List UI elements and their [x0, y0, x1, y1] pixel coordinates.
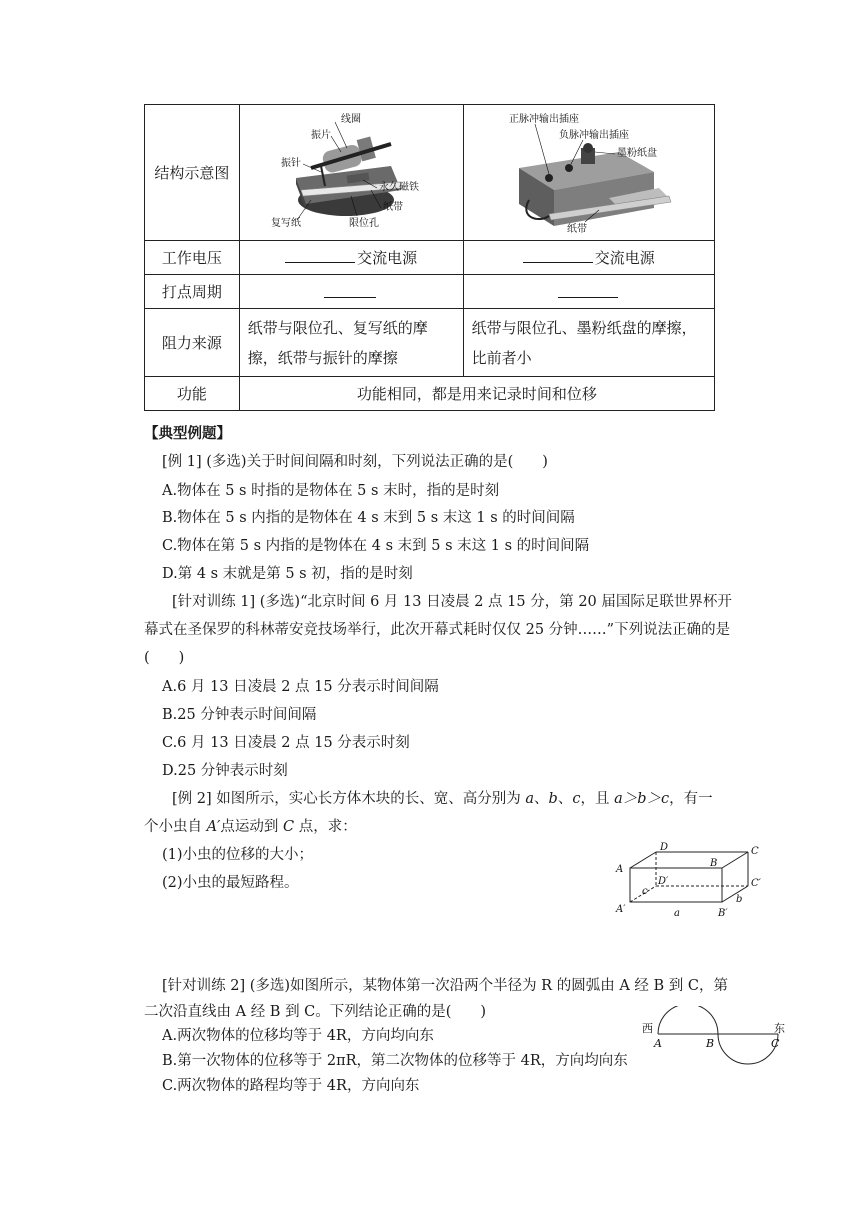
- diagram-label: 负脉冲输出插座: [558, 129, 629, 141]
- example-1-option-a: A.物体在 5 s 时指的是物体在 5 s 末时，指的是时刻: [162, 483, 500, 499]
- table-cell: 纸带与限位孔、墨粉纸盘的摩擦，比前者小: [463, 309, 714, 377]
- example-2-stem-line1: [例 2] 如图所示，实心长方体木块的长、宽、高分别为 a、b、c，且 a＞b＞c，有一: [172, 791, 713, 807]
- drill-2-option-a: A.两次物体的位移均等于 4R，方向均向东: [162, 1028, 434, 1044]
- east-label: 东: [774, 1022, 785, 1035]
- spark-timer-diagram: [489, 108, 689, 238]
- drill-1-stem-line2: 幕式在圣保罗的科林蒂安竞技场举行，此次开幕式耗时仅仅 25 分钟……”下列说法正确的是: [144, 622, 731, 638]
- table-cell: 功能相同，都是用来记录时间和位移: [239, 377, 714, 411]
- electromagnetic-timer-diagram-cell: [239, 105, 463, 241]
- row-label: 结构示意图: [145, 105, 240, 241]
- example-1-stem: [例 1] (多选)关于时间间隔和时刻，下列说法正确的是( ): [162, 454, 548, 470]
- answer-blank[interactable]: [324, 282, 376, 298]
- point-a-label: A: [654, 1037, 662, 1050]
- drill-1-option-b: B.25 分钟表示时间间隔: [162, 707, 317, 723]
- drill-1-stem-line1: [针对训练 1] (多选)“北京时间 6 月 13 日凌晨 2 点 15 分，第 20 届国际足联世界杯开: [172, 594, 732, 610]
- point-b-label: B: [706, 1037, 715, 1050]
- drill-1-option-a: A.6 月 13 日凌晨 2 点 15 分表示时间间隔: [162, 679, 439, 695]
- diagram-label: 限位孔: [349, 217, 380, 229]
- table-cell: [239, 275, 463, 309]
- table-cell: 交流电源: [239, 241, 463, 275]
- row-label: 阻力来源: [145, 309, 240, 377]
- table-row: [145, 377, 715, 411]
- diagram-label: 振片: [311, 129, 332, 141]
- example-2-stem-line2: 个小虫自 A′点运动到 C 点，求：: [144, 819, 357, 835]
- row-label: 工作电压: [145, 241, 240, 275]
- answer-blank[interactable]: [523, 247, 593, 263]
- example-1-option-c: C.物体在第 5 s 内指的是物体在 4 s 末到 5 s 末这 1 s 的时间间隔: [162, 538, 590, 554]
- figure-label: B′: [718, 908, 728, 919]
- table-row: [145, 241, 715, 275]
- spark-timer-diagram-cell: [463, 105, 714, 241]
- figure-label: b: [736, 894, 743, 905]
- diagram-label: 线圈: [341, 113, 362, 125]
- figure-label: B: [710, 858, 718, 869]
- example-1-option-d: D.第 4 s 末就是第 5 s 初，指的是时刻: [162, 566, 413, 582]
- example-1-option-b: B.物体在 5 s 内指的是物体在 4 s 末到 5 s 末这 1 s 的时间间隔: [162, 510, 575, 526]
- figure-label: D: [660, 842, 669, 853]
- diagram-label: 复写纸: [271, 217, 302, 229]
- drill-1-option-c: C.6 月 13 日凌晨 2 点 15 分表示时刻: [162, 735, 410, 751]
- table-row: [145, 105, 715, 241]
- arc-path-figure: [640, 1006, 790, 1076]
- comparison-table: [144, 104, 715, 411]
- diagram-label: 纸带: [566, 223, 587, 235]
- drill-2-option-c: C.两次物体的路程均等于 4R，方向向东: [162, 1078, 420, 1094]
- table-cell: [463, 275, 714, 309]
- figure-label: A′: [616, 904, 626, 915]
- point-c-label: C: [771, 1037, 780, 1050]
- table-row: [145, 309, 715, 377]
- diagram-label: 纸带: [383, 201, 404, 213]
- figure-label: D′: [658, 876, 669, 887]
- figure-label: A: [616, 864, 624, 875]
- diagram-label: 振针: [281, 157, 302, 169]
- table-cell: 交流电源: [463, 241, 714, 275]
- diagram-label: 墨粉纸盘: [616, 147, 657, 159]
- drill-2-option-b: B.第一次物体的位移等于 2πR，第二次物体的位移等于 4R，方向均向东: [162, 1053, 628, 1069]
- diagram-label: 正脉冲输出插座: [508, 113, 579, 125]
- electromagnetic-timer-diagram: [251, 108, 451, 238]
- figure-label: a: [674, 908, 680, 919]
- row-label: 打点周期: [145, 275, 240, 309]
- drill-1-stem-line3: ( ): [144, 650, 185, 666]
- drill-2-stem-line2: 二次沿直线由 A 经 B 到 C。下列结论正确的是( ): [144, 1004, 487, 1020]
- section-title: 【典型例题】: [144, 425, 231, 442]
- table-cell: 纸带与限位孔、复写纸的摩擦，纸带与振针的摩擦: [239, 309, 463, 377]
- figure-label: C′: [751, 878, 761, 889]
- answer-blank[interactable]: [558, 282, 618, 298]
- drill-1-option-d: D.25 分钟表示时刻: [162, 763, 288, 779]
- drill-2-stem-line1: [针对训练 2] (多选)如图所示，某物体第一次沿两个半径为 R 的圆弧由 A 经 B 到 C，第: [162, 978, 728, 994]
- example-2-question-1: (1)小虫的位移的大小；: [162, 847, 314, 863]
- row-label: 功能: [145, 377, 240, 411]
- cuboid-figure: [612, 838, 772, 920]
- west-label: 西: [642, 1022, 653, 1035]
- answer-blank[interactable]: [285, 247, 355, 263]
- table-row: [145, 275, 715, 309]
- figure-label: c: [642, 886, 648, 897]
- diagram-label: 永久磁铁: [379, 181, 420, 193]
- example-2-question-2: (2)小虫的最短路程。: [162, 875, 299, 891]
- figure-label: C: [751, 846, 759, 857]
